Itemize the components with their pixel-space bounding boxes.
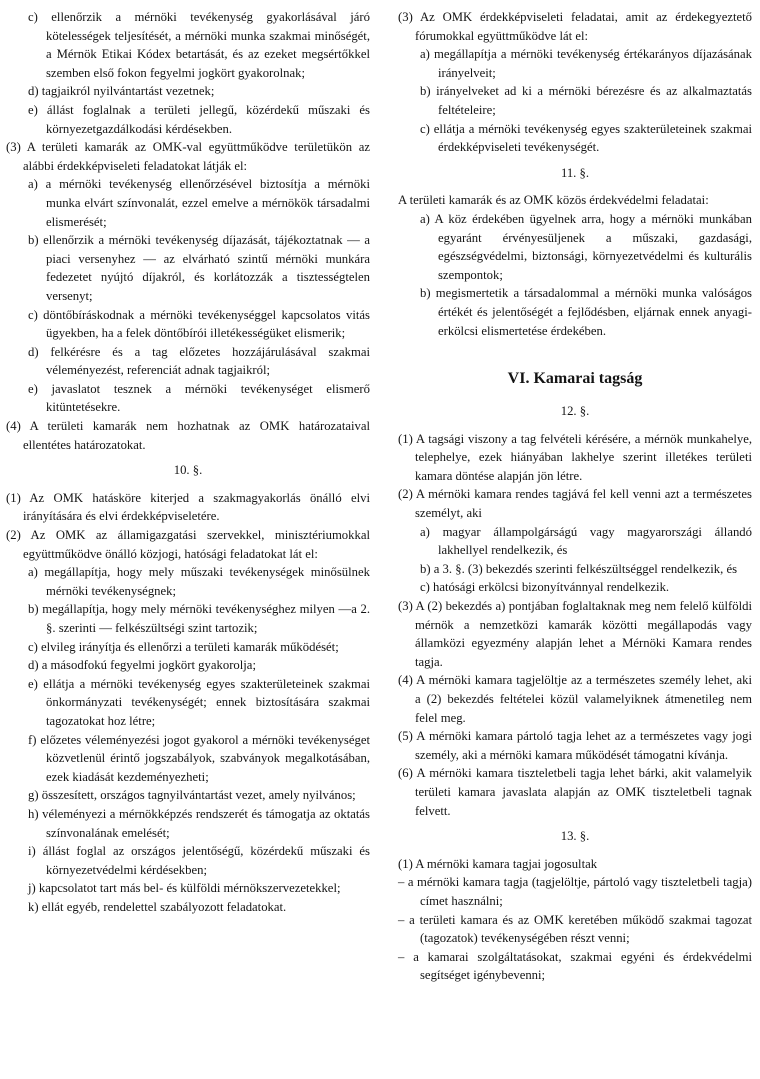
section-heading: 13. §. (560, 829, 590, 844)
list-item: j) kapcsolatot tart más bel- és külföldi mérnökszervezetekkel; (28, 881, 341, 896)
paragraph: (5) A mérnöki kamara pártoló tagja lehet az a természetes vagy jogi személy, aki a mérnöki kamara működését támogatni kívánja. (398, 729, 752, 762)
list-item: b) a 3. §. (3) bekezdés szerinti felkészültséggel rendelkezik, és (420, 561, 738, 576)
list-item: b) irányelveket ad ki a mérnöki bérezésre és az alkalmaztatás feltételeire; (420, 84, 752, 117)
chapter-title: VI. Kamarai tagság (507, 370, 643, 388)
list-item: k) ellát egyéb, rendelettel szabályozott feladatokat. (28, 899, 287, 914)
paragraph: (1) Az OMK hatásköre kiterjed a szakmagyakorlás önálló elvi irányítására és elvi érdekképviseletére. (6, 490, 370, 524)
list-item: e) javaslatot tesznek a mérnöki tevékenységet elismerő kitüntetésekre. (28, 381, 370, 415)
left-column (6, 8, 370, 917)
list-item: d) a másodfokú fegyelmi jogkört gyakorolja; (28, 658, 256, 673)
list-item: a) A köz érdekében ügyelnek arra, hogy a mérnöki munkában egyaránt érvényesüljenek a műszaki, gazdasági, egészségvédelmi, biztonsági, környezetvédelmi és kulturális szempontok; (420, 211, 752, 282)
paragraph: A területi kamarák és az OMK közös érdekvédelmi feladatai: (398, 193, 709, 208)
list-item: c) hatósági erkölcsi bizonyítvánnyal rendelkezik. (420, 580, 670, 595)
paragraph: (4) A területi kamarák nem hozhatnak az OMK határozataival ellentétes határozatokat. (6, 419, 370, 452)
list-item: d) felkérésre és a tag előzetes hozzájárulásával szakmai véleményezést, referenciát adnak tagjaikról; (28, 344, 370, 378)
list-item: a) a mérnöki tevékenység ellenőrzésével biztosítja a mérnöki munka elvárt színvonalát, ezzel emelve a mérnökök társadalmi elismerését; (28, 177, 370, 229)
list-item: d) tagjaikról nyilvántartást vezetnek; (28, 84, 215, 99)
list-item: g) összesített, országos tagnyilvántartást vezet, amely nyilvános; (28, 788, 356, 803)
dash-item: – a területi kamara és az OMK keretében működő szakmai tagozat (tagozatok) tevékenységében részt venni; (398, 912, 752, 946)
paragraph: (2) A mérnöki kamara rendes tagjává fel kell venni azt a természetes személyt, aki (398, 487, 752, 521)
list-item: c) elvileg irányítja és ellenőrzi a területi kamarák működését; (28, 639, 339, 654)
paragraph: (2) Az OMK az államigazgatási szervekkel, minisztériumokkal együttműködve önálló közjogi, hatósági feladatokat lát el: (6, 528, 370, 561)
section-heading: 10. §. (173, 463, 203, 478)
section-heading: 11. §. (560, 165, 590, 180)
paragraph: (1) A mérnöki kamara tagjai jogosultak (398, 856, 598, 871)
list-item: c) ellenőrzik a mérnöki tevékenység gyakorlásával járó kötelességek teljesítését, a mérnöki munka szakmai minőségét, a Mérnök Etikai Kódex betartását, és az ezeket megsértőkkel szemben első fokon fegyelmi jogkört gyakorolnak; (28, 10, 370, 80)
list-item: b) ellenőrzik a mérnöki tevékenység díjazását, tájékoztatnak — a piaci versenyhez — az elvárható szintű mérnöki munkára fedezetet nyújtó díjakról, és korlátozzák a tisztességtelen versenyt; (28, 233, 370, 303)
paragraph: (3) A területi kamarák az OMK-val együttműködve területükön az alábbi érdekképviseleti feladatokat látják el: (6, 140, 370, 173)
list-item: a) megállapítja, hogy mely műszaki tevékenységek minősülnek mérnöki tevékenységnek; (28, 565, 370, 598)
list-item: f) előzetes véleményezési jogot gyakorol a mérnöki tevékenységet közvetlenül érintő jogszabályok, szabványok megalkotásában, ezek kiadását kezdeményezheti; (28, 732, 370, 784)
list-item: e) ellátja a mérnöki tevékenység egyes szakterületeinek szakmai önkormányzati tevékenységét; ennek biztosítására szakmai tagozatokat hoz létre; (28, 676, 370, 728)
dash-item: – a kamarai szolgáltatásokat, szakmai egyéni és érdekvédelmi segítséget igénybevenni; (398, 949, 752, 983)
list-item: i) állást foglal az országos jelentőségű, közérdekű műszaki és környezetvédelmi kérdésekben; (28, 844, 370, 877)
list-item: c) ellátja a mérnöki tevékenység egyes szakterületeinek szakmai érdekképviseleti tevékenységét. (420, 121, 752, 155)
list-item: e) állást foglalnak a területi jellegű, közérdekű műszaki és környezetgazdálkodási kérdésekben. (28, 102, 370, 136)
list-item: a) megállapítja a mérnöki tevékenység értékarányos díjazásának irányelveit; (420, 47, 752, 80)
section-heading: 12. §. (560, 404, 590, 419)
paragraph: (3) A (2) bekezdés a) pontjában foglaltaknak meg nem felelő külföldi mérnök a nemzetközi kamarák közötti megállapodás vagy államközi egyezmény alapján lehet a Mérnöki Kamara rendes tagja. (398, 599, 752, 669)
paragraph: (3) Az OMK érdekképviseleti feladatai, amit az érdekegyeztető fórumokkal együttműködve lát el: (398, 10, 752, 43)
paragraph: (6) A mérnöki kamara tiszteletbeli tagja lehet bárki, akit valamelyik területi kamara javaslata alapján az OMK tiszteletbeli tagnak felvett. (398, 766, 752, 818)
list-item: b) megállapítja, hogy mely mérnöki tevékenységhez milyen —a 2. §. szerinti — felkészültségi szint tartozik; (28, 602, 370, 635)
dash-item: – a mérnöki kamara tagja (tagjelöltje, pártoló vagy tiszteletbeli tagja) címet használni; (398, 875, 752, 908)
right-column (398, 8, 752, 985)
list-item: c) döntőbíráskodnak a mérnöki tevékenységgel kapcsolatos vitás ügyekben, ha a felek döntőbírói illetékességüket elismerik; (28, 307, 370, 341)
list-item: a) magyar állampolgárságú vagy magyarországi állandó lakhellyel rendelkezik, és (420, 524, 752, 558)
list-item: b) megismertetik a társadalommal a mérnöki munka valóságos értékét és jelentőségét a fejlődésben, eljárnak ennek anyagi-erkölcsi elismertetése érdekében. (420, 286, 752, 338)
list-item: h) véleményezi a mérnökképzés rendszerét és támogatja az oktatás színvonalának emelését; (28, 806, 370, 840)
paragraph: (4) A mérnöki kamara tagjelöltje az a természetes személy lehet, aki a (2) bekezdés feltételei közül valamelyiknek átmenetileg nem felel meg. (398, 673, 752, 725)
paragraph: (1) A tagsági viszony a tag felvételi kérésére, a mérnök munkahelye, telephelye, ezek hiányában lakhelye szerint illetékes területi kamara döntése alapján jön létre. (398, 431, 752, 483)
